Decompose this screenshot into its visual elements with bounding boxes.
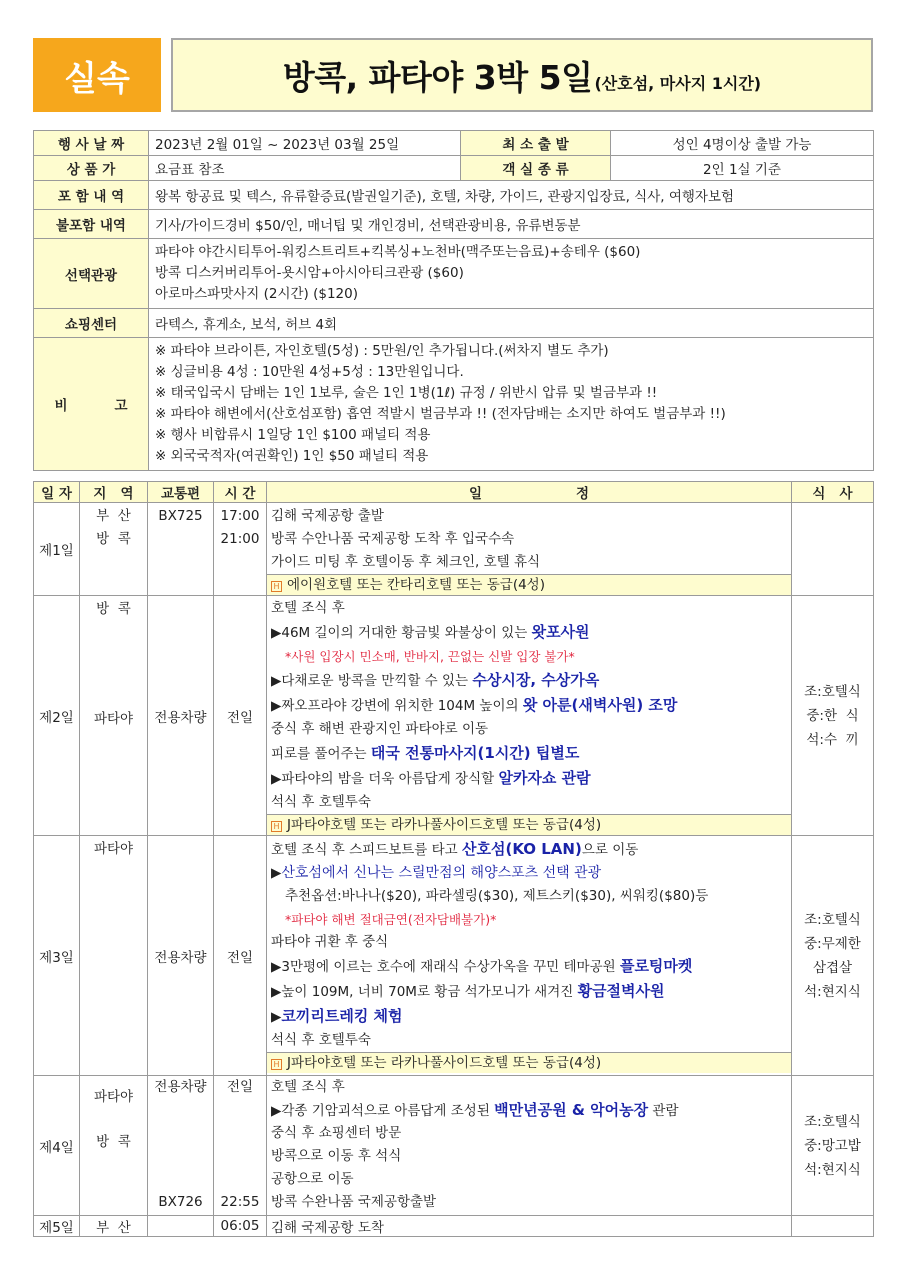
room-type-value: 2인 1실 기준 bbox=[611, 156, 874, 181]
region-cell: 부 산 bbox=[80, 1216, 148, 1237]
time-cell: 전일 bbox=[214, 596, 267, 836]
remark-item: ※ 태국입국시 담배는 1인 1보루, 술은 1인 1병(1ℓ) 규정 / 위반시 압류 및 벌금부과 !! bbox=[155, 385, 658, 401]
optional-tour-list bbox=[149, 239, 874, 309]
itinerary-line: 중식 후 쇼핑센터 방문 bbox=[271, 1125, 402, 1141]
optional-tour-label: 선택관광 bbox=[34, 239, 149, 309]
info-row-exclude bbox=[34, 210, 874, 239]
schedule-header-row bbox=[34, 482, 874, 503]
col-header-transport: 교통편 bbox=[148, 482, 214, 503]
optional-tour-item: 방콕 디스커버리투어-욧시암+아시아티크관광 ($60) bbox=[155, 265, 464, 281]
highlight-attraction: 수상시장, 수상가옥 bbox=[472, 671, 600, 689]
time-cell: 06:05 bbox=[214, 1216, 267, 1237]
highlight-attraction: 태국 전통마사지(1시간) 팁별도 bbox=[370, 744, 580, 762]
hotel-icon: H bbox=[271, 581, 282, 592]
meal-breakfast: 조:호텔식 bbox=[804, 911, 861, 928]
hotel-name: 에이원호텔 또는 칸타리호텔 또는 동급(4성) bbox=[287, 577, 545, 593]
no-smoking-notice: *파타야 해변 절대금연(전자담배불가)* bbox=[285, 912, 497, 927]
time-cell bbox=[214, 503, 267, 596]
itinerary-line: 추천옵션:바나나($20), 파라셀링($30), 제트스키($30), 씨워킹($80)등 bbox=[285, 888, 709, 904]
itinerary-line: 호텔 조식 후 bbox=[271, 1079, 345, 1095]
itinerary-line: 공항으로 이동 bbox=[271, 1171, 354, 1187]
transport-cell bbox=[148, 503, 214, 596]
col-header-region: 지 역 bbox=[80, 482, 148, 503]
itinerary-line: ▶높이 109M, 너비 70M로 황금 석가모니가 새겨진 황금절벽사원 bbox=[271, 982, 665, 1000]
hotel-name: J파타야호텔 또는 라카나풀사이드호텔 또는 동급(4성) bbox=[287, 1055, 602, 1071]
time-cell bbox=[214, 1076, 267, 1216]
remarks-list bbox=[149, 338, 874, 471]
itinerary-line: 호텔 조식 후 bbox=[271, 600, 345, 616]
meal-cell bbox=[792, 503, 874, 596]
highlight-attraction: 왓포사원 bbox=[531, 623, 590, 641]
meal-cell bbox=[792, 596, 874, 836]
itinerary-line: ▶다채로운 방콕을 만끽할 수 있는 수상시장, 수상가옥 bbox=[271, 671, 600, 689]
meal-breakfast: 조:호텔식 bbox=[804, 683, 861, 700]
info-row-include bbox=[34, 181, 874, 210]
highlight-attraction: 산호섬(KO LAN) bbox=[462, 840, 582, 858]
time-value: 22:55 bbox=[220, 1194, 260, 1210]
meal-lunch: 중:한 식 bbox=[806, 707, 859, 724]
period-label: 행 사 날 짜 bbox=[34, 131, 149, 156]
hotel-line bbox=[267, 1052, 791, 1073]
info-row-period bbox=[34, 131, 874, 156]
meal-cell bbox=[792, 1076, 874, 1216]
meal-lunch: 중:무제한 bbox=[804, 935, 861, 952]
include-value: 왕복 항공료 및 텍스, 유류할증료(발권일기준), 호텔, 차량, 가이드, 관광지입장료, 식사, 여행자보험 bbox=[149, 181, 874, 210]
region-cell bbox=[80, 1076, 148, 1216]
itinerary-line: 방콕 수완나품 국제공항출발 bbox=[271, 1194, 437, 1210]
itinerary-line: ▶각종 기암괴석으로 아름답게 조성된 백만년공원 & 악어농장 관람 bbox=[271, 1101, 679, 1119]
schedule-row-day2 bbox=[34, 596, 874, 836]
day-label: 제3일 bbox=[34, 836, 80, 1076]
itinerary-cell bbox=[267, 503, 792, 596]
hotel-line bbox=[267, 574, 791, 595]
highlight-attraction: 백만년공원 & 악어농장 bbox=[494, 1101, 649, 1119]
remark-item: ※ 행사 비합류시 1일당 1인 $100 패널티 적용 bbox=[155, 427, 431, 443]
optional-tour-item: 아로마스파맛사지 (2시간) ($120) bbox=[155, 286, 359, 302]
remarks-label: 비 고 bbox=[34, 338, 149, 471]
region-name: 방 콕 bbox=[96, 1134, 131, 1150]
highlight-attraction: 플로팅마켓 bbox=[619, 957, 693, 975]
hotel-icon: H bbox=[271, 1059, 282, 1070]
col-header-time: 시 간 bbox=[214, 482, 267, 503]
period-value: 2023년 2월 01일 ~ 2023년 03월 25일 bbox=[149, 131, 461, 156]
price-label: 상 품 가 bbox=[34, 156, 149, 181]
region-name: 파타야 bbox=[93, 1089, 134, 1105]
region-name: 파타야 bbox=[93, 711, 134, 727]
region-name: 부 산 bbox=[96, 508, 131, 524]
region-cell bbox=[80, 596, 148, 836]
region-cell bbox=[80, 503, 148, 596]
shopping-value: 라텍스, 휴게소, 보석, 허브 4회 bbox=[149, 309, 874, 338]
meal-lunch: 중:망고밥 bbox=[804, 1137, 861, 1154]
schedule-table bbox=[33, 481, 874, 1237]
region-name: 방 콕 bbox=[96, 601, 131, 617]
min-departure-label: 최 소 출 발 bbox=[461, 131, 611, 156]
schedule-row-day5 bbox=[34, 1216, 874, 1237]
itinerary-line: ▶산호섬에서 신나는 스릴만점의 해양스포츠 선택 관광 bbox=[271, 865, 602, 881]
info-row-shopping bbox=[34, 309, 874, 338]
page-subtitle: (산호섬, 마사지 1시간) bbox=[594, 73, 762, 93]
day-label: 제4일 bbox=[34, 1076, 80, 1216]
time-cell: 전일 bbox=[214, 836, 267, 1076]
day-label: 제1일 bbox=[34, 503, 80, 596]
flight-number: BX726 bbox=[158, 1194, 203, 1210]
itinerary-line: 파타야 귀환 후 중식 bbox=[271, 934, 389, 950]
transport-cell bbox=[148, 1076, 214, 1216]
page-header bbox=[33, 38, 873, 112]
highlight-attraction: 산호섬에서 신나는 스릴만점의 해양스포츠 선택 관광 bbox=[281, 865, 602, 881]
exclude-value: 기사/가이드경비 $50/인, 매너팁 및 개인경비, 선택관광비용, 유류변동분 bbox=[149, 210, 874, 239]
itinerary-line: 호텔 조식 후 스피드보트를 타고 산호섬(KO LAN)으로 이동 bbox=[271, 840, 639, 858]
itinerary-line: ▶짜오프라야 강변에 위치한 104M 높이의 왓 아룬(새벽사원) 조망 bbox=[271, 696, 678, 714]
transport-value: 전용차량 bbox=[154, 1079, 207, 1095]
itinerary-line: ▶46M 길이의 거대한 황금빛 와불상이 있는 왓포사원 bbox=[271, 623, 590, 641]
info-row-remarks bbox=[34, 338, 874, 471]
price-value: 요금표 참조 bbox=[149, 156, 461, 181]
meal-lunch-detail: 삼겹살 bbox=[812, 959, 853, 976]
itinerary-line: ▶코끼리트레킹 체험 bbox=[271, 1007, 403, 1025]
col-header-day: 일 자 bbox=[34, 482, 80, 503]
info-table bbox=[33, 130, 874, 471]
dress-code-notice: *사원 입장시 민소매, 반바지, 끈없는 신발 입장 불가* bbox=[285, 649, 575, 664]
itinerary-line: 석식 후 호텔투숙 bbox=[271, 1032, 371, 1048]
col-header-itinerary: 일 정 bbox=[267, 482, 792, 503]
day-label: 제2일 bbox=[34, 596, 80, 836]
itinerary-line: 김해 국제공항 출발 bbox=[271, 508, 384, 524]
region-name: 파타야 bbox=[93, 841, 134, 857]
itinerary-line: 방콕 수안나품 국제공항 도착 후 입국수속 bbox=[271, 531, 515, 547]
col-header-meals: 식 사 bbox=[792, 482, 874, 503]
include-label: 포 함 내 역 bbox=[34, 181, 149, 210]
schedule-row-day3 bbox=[34, 836, 874, 1076]
optional-tour-item: 파타야 야간시티투어-워킹스트리트+킥복싱+노천바(맥주또는음료)+송테우 ($60) bbox=[155, 244, 641, 260]
meal-breakfast: 조:호텔식 bbox=[804, 1113, 861, 1130]
hotel-line bbox=[267, 814, 791, 835]
schedule-row-day1 bbox=[34, 503, 874, 596]
region-cell bbox=[80, 836, 148, 1076]
page-title: 방콕, 파타야 3박 5일 bbox=[282, 57, 593, 97]
remark-item: ※ 외국국적자(여권확인) 1인 $50 패널티 적용 bbox=[155, 448, 429, 464]
itinerary-line: 가이드 미팅 후 호텔이동 후 체크인, 호텔 휴식 bbox=[271, 554, 541, 570]
itinerary-cell bbox=[267, 596, 792, 836]
meal-dinner: 석:현지식 bbox=[804, 983, 861, 1000]
info-row-optional bbox=[34, 239, 874, 309]
time-value: 전일 bbox=[226, 1079, 254, 1095]
category-badge: 실속 bbox=[33, 38, 161, 112]
itinerary-cell: 김해 국제공항 도착 bbox=[267, 1216, 792, 1237]
itinerary-cell bbox=[267, 836, 792, 1076]
highlight-attraction: 알카자쇼 관람 bbox=[498, 769, 591, 787]
highlight-attraction: 코끼리트레킹 체험 bbox=[281, 1007, 403, 1025]
transport-cell bbox=[148, 1216, 214, 1237]
time-value: 17:00 bbox=[220, 508, 260, 524]
time-value: 21:00 bbox=[220, 531, 260, 547]
transport-cell: 전용차량 bbox=[148, 836, 214, 1076]
meal-cell bbox=[792, 1216, 874, 1237]
hotel-name: J파타야호텔 또는 라카나풀사이드호텔 또는 동급(4성) bbox=[287, 817, 602, 833]
region-name: 방 콕 bbox=[96, 531, 131, 547]
shopping-label: 쇼핑센터 bbox=[34, 309, 149, 338]
meal-dinner: 석:현지식 bbox=[804, 1161, 861, 1178]
remark-item: ※ 싱글비용 4성 : 10만원 4성+5성 : 13만원입니다. bbox=[155, 364, 464, 380]
itinerary-line: 중식 후 해변 관광지인 파타야로 이동 bbox=[271, 721, 489, 737]
itinerary-line: 석식 후 호텔투숙 bbox=[271, 794, 371, 810]
schedule-row-day4 bbox=[34, 1076, 874, 1216]
day-label: 제5일 bbox=[34, 1216, 80, 1237]
meal-dinner: 석:수 끼 bbox=[806, 731, 859, 748]
meal-cell bbox=[792, 836, 874, 1076]
highlight-attraction: 왓 아룬(새벽사원) 조망 bbox=[522, 696, 678, 714]
itinerary-line: ▶파타야의 밤을 더욱 아름답게 장식할 알카자쇼 관람 bbox=[271, 769, 591, 787]
room-type-label: 객 실 종 류 bbox=[461, 156, 611, 181]
title-box bbox=[171, 38, 873, 112]
info-row-price bbox=[34, 156, 874, 181]
highlight-attraction: 황금절벽사원 bbox=[577, 982, 665, 1000]
itinerary-line: ▶3만평에 이르는 호수에 재래식 수상가옥을 꾸민 테마공원 플로팅마켓 bbox=[271, 957, 693, 975]
min-departure-value: 성인 4명이상 출발 가능 bbox=[611, 131, 874, 156]
flight-number: BX725 bbox=[158, 508, 203, 524]
hotel-icon: H bbox=[271, 821, 282, 832]
exclude-label: 불포함 내역 bbox=[34, 210, 149, 239]
remark-item: ※ 파타야 브라이튼, 자인호텔(5성) : 5만원/인 추가됩니다.(써차지 별도 추가) bbox=[155, 343, 609, 359]
itinerary-cell bbox=[267, 1076, 792, 1216]
itinerary-line: 피로를 풀어주는 태국 전통마사지(1시간) 팁별도 bbox=[271, 744, 580, 762]
remark-item: ※ 파타야 해변에서(산호섬포함) 흡연 적발시 벌금부과 !! (전자담배는 소지만 하여도 벌금부과 !!) bbox=[155, 406, 726, 422]
itinerary-line: 방콕으로 이동 후 석식 bbox=[271, 1148, 402, 1164]
transport-cell: 전용차량 bbox=[148, 596, 214, 836]
